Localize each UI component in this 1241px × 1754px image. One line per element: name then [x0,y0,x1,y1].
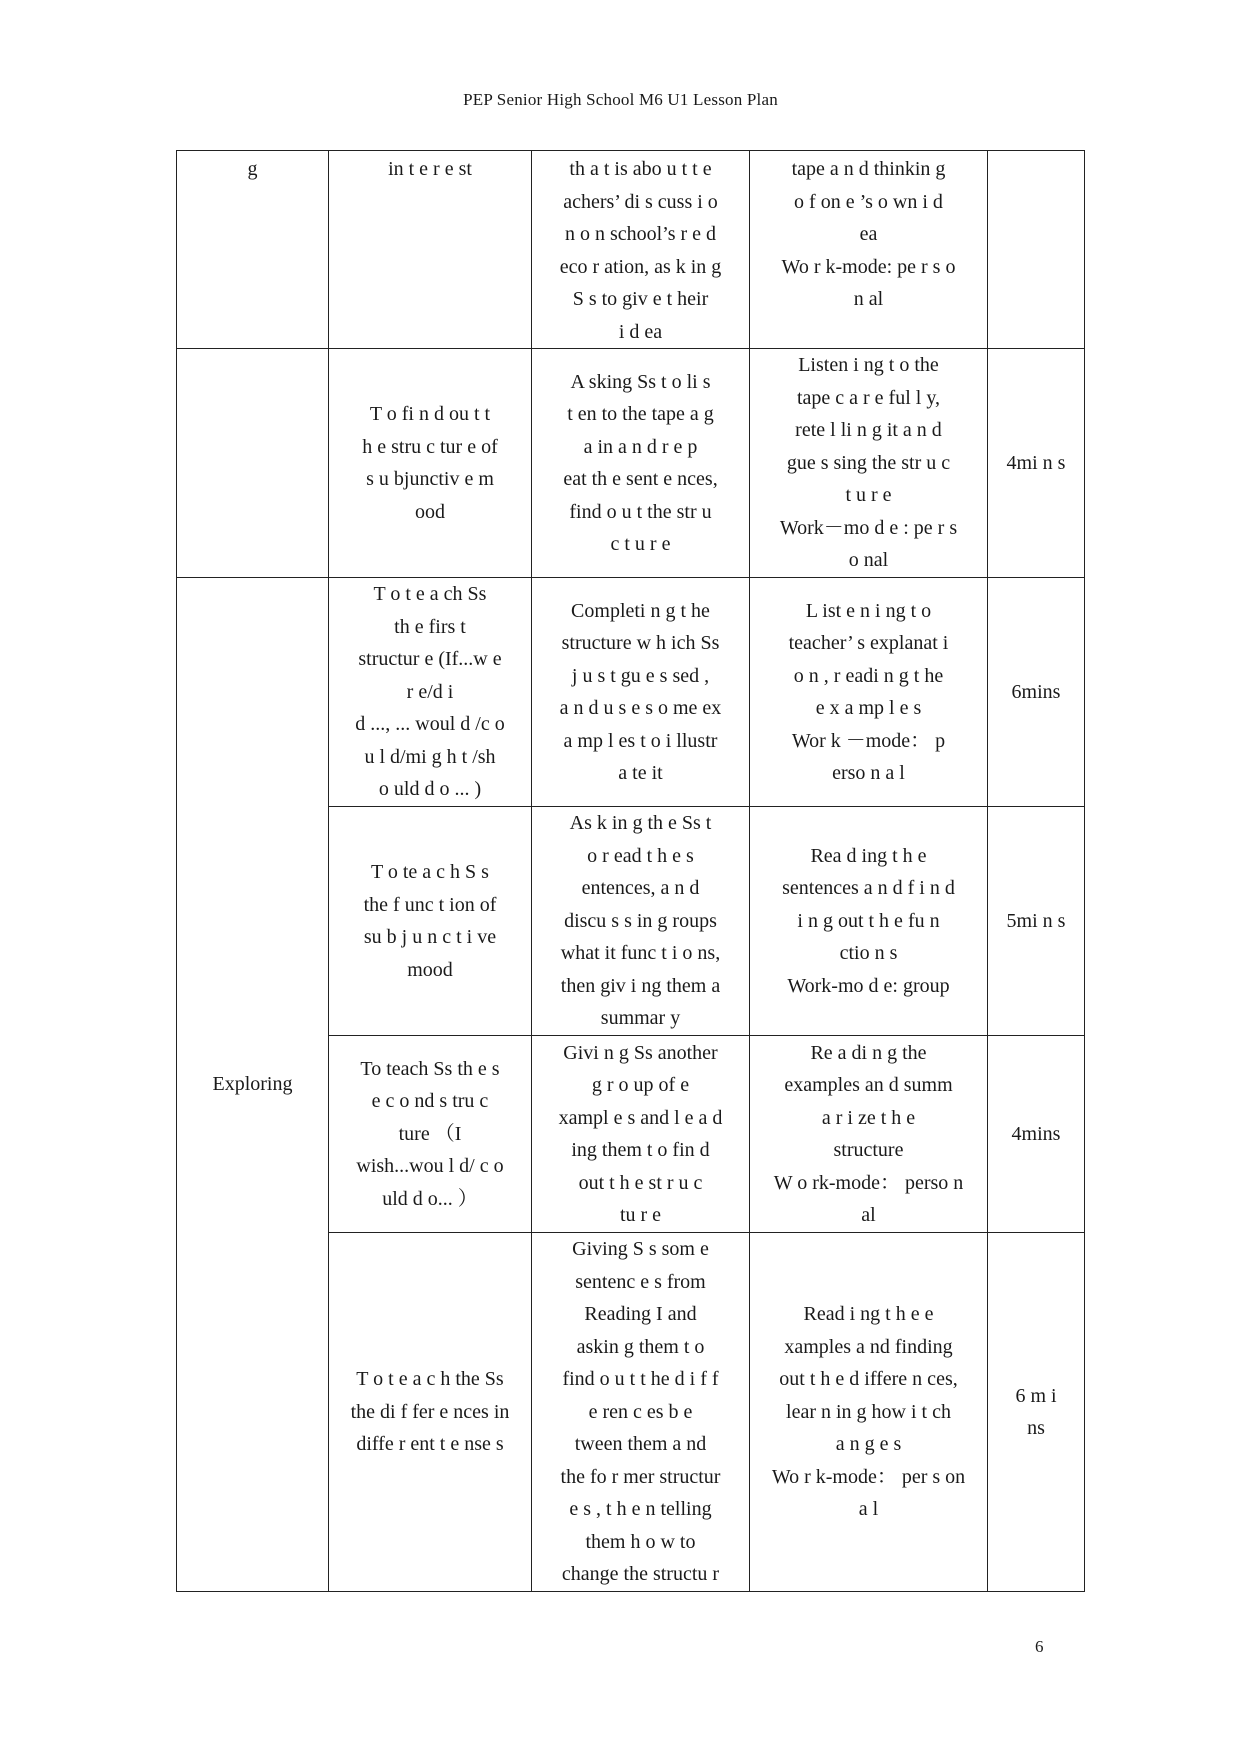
teacher-activity-cell: Givi n g Ss another g r o up of e xampl e s and l e a d ing them t o fin d out t h e st r u c tu r e [532,1036,750,1233]
stage-cell: Exploring [177,578,329,1592]
time-cell: 6 m i ns [988,1233,1085,1592]
student-activity-cell: Re a di n g the examples an d summ a r i ze t h e structure W o rk-mode： perso n al [750,1036,988,1233]
stage-cell: g [177,151,329,349]
table-row [177,151,1085,349]
teacher-activity-cell: As k in g th e Ss t o r ead t h e s entences, a n d discu s s in g roups what it func t i o ns, then giv i ng them a summar y [532,807,750,1036]
page-header: PEP Senior High School M6 U1 Lesson Plan [463,90,778,109]
stage-cell [177,349,329,578]
table-row [177,578,1085,807]
time-cell: 5mi n s [988,807,1085,1036]
objective-cell: T o t e a c h the Ss the di f fer e nces in diffe r ent t e nse s [329,1233,532,1592]
time-cell: 4mi n s [988,349,1085,578]
student-activity-cell: L ist e n i ng t o teacher’ s explanat i o n , r eadi n g t he e x a mp l e s Wor k －mode： p erso n a l [750,578,988,807]
teacher-activity-cell: Giving S s som e sentenc e s from Reading I and askin g them t o find o u t t he d i f f e ren c es b e tween them a nd the fo r mer structur e s , t h e n telling them h o w to change the structu r [532,1233,750,1592]
table-row [177,349,1085,578]
student-activity-cell: Rea d ing t h e sentences a n d f i n d i n g out t h e fu n ctio n s Work-mo d e: group [750,807,988,1036]
time-cell: 4mins [988,1036,1085,1233]
lesson-plan-table [176,150,1085,1592]
objective-cell: T o t e a ch Ss th e firs t structur e (If...w e r e/d i d ..., ... woul d /c o u l d/mi g h t /sh o uld d o ... ) [329,578,532,807]
objective-cell: To teach Ss th e s e c o nd s tru c ture （I wish...wou l d/ c o uld d o... ） [329,1036,532,1233]
teacher-activity-cell: Completi n g t he structure w h ich Ss j u s t gu e s sed , a n d u s e s o me ex a mp l es t o i llustr a te it [532,578,750,807]
time-cell [988,151,1085,349]
page-number: 6 [1035,1637,1044,1656]
time-cell: 6mins [988,578,1085,807]
teacher-activity-cell: A sking Ss t o li s t en to the tape a g a in a n d r e p eat th e sent e nces, find o u t the str u c t u r e [532,349,750,578]
student-activity-cell: tape a n d thinkin g o f on e ’s o wn i d ea Wo r k-mode: pe r s o n al [750,151,988,349]
student-activity-cell: Listen i ng t o the tape c a r e ful l y, rete l li n g it a n d gue s sing the str u c t u r e Work－mo d e : pe r s o nal [750,349,988,578]
objective-cell: in t e r e st [329,151,532,349]
objective-cell: T o fi n d ou t t h e stru c tur e of s u bjunctiv e m ood [329,349,532,578]
objective-cell: T o te a c h S s the f unc t ion of su b j u n c t i ve mood [329,807,532,1036]
teacher-activity-cell: th a t is abo u t t e achers’ di s cuss i o n o n school’s r e d eco r ation, as k in g S s to giv e t heir i d ea [532,151,750,349]
student-activity-cell: Read i ng t h e e xamples a nd finding out t h e d iffere n ces, lear n in g how i t ch a n g e s Wo r k-mode： per s on a l [750,1233,988,1592]
